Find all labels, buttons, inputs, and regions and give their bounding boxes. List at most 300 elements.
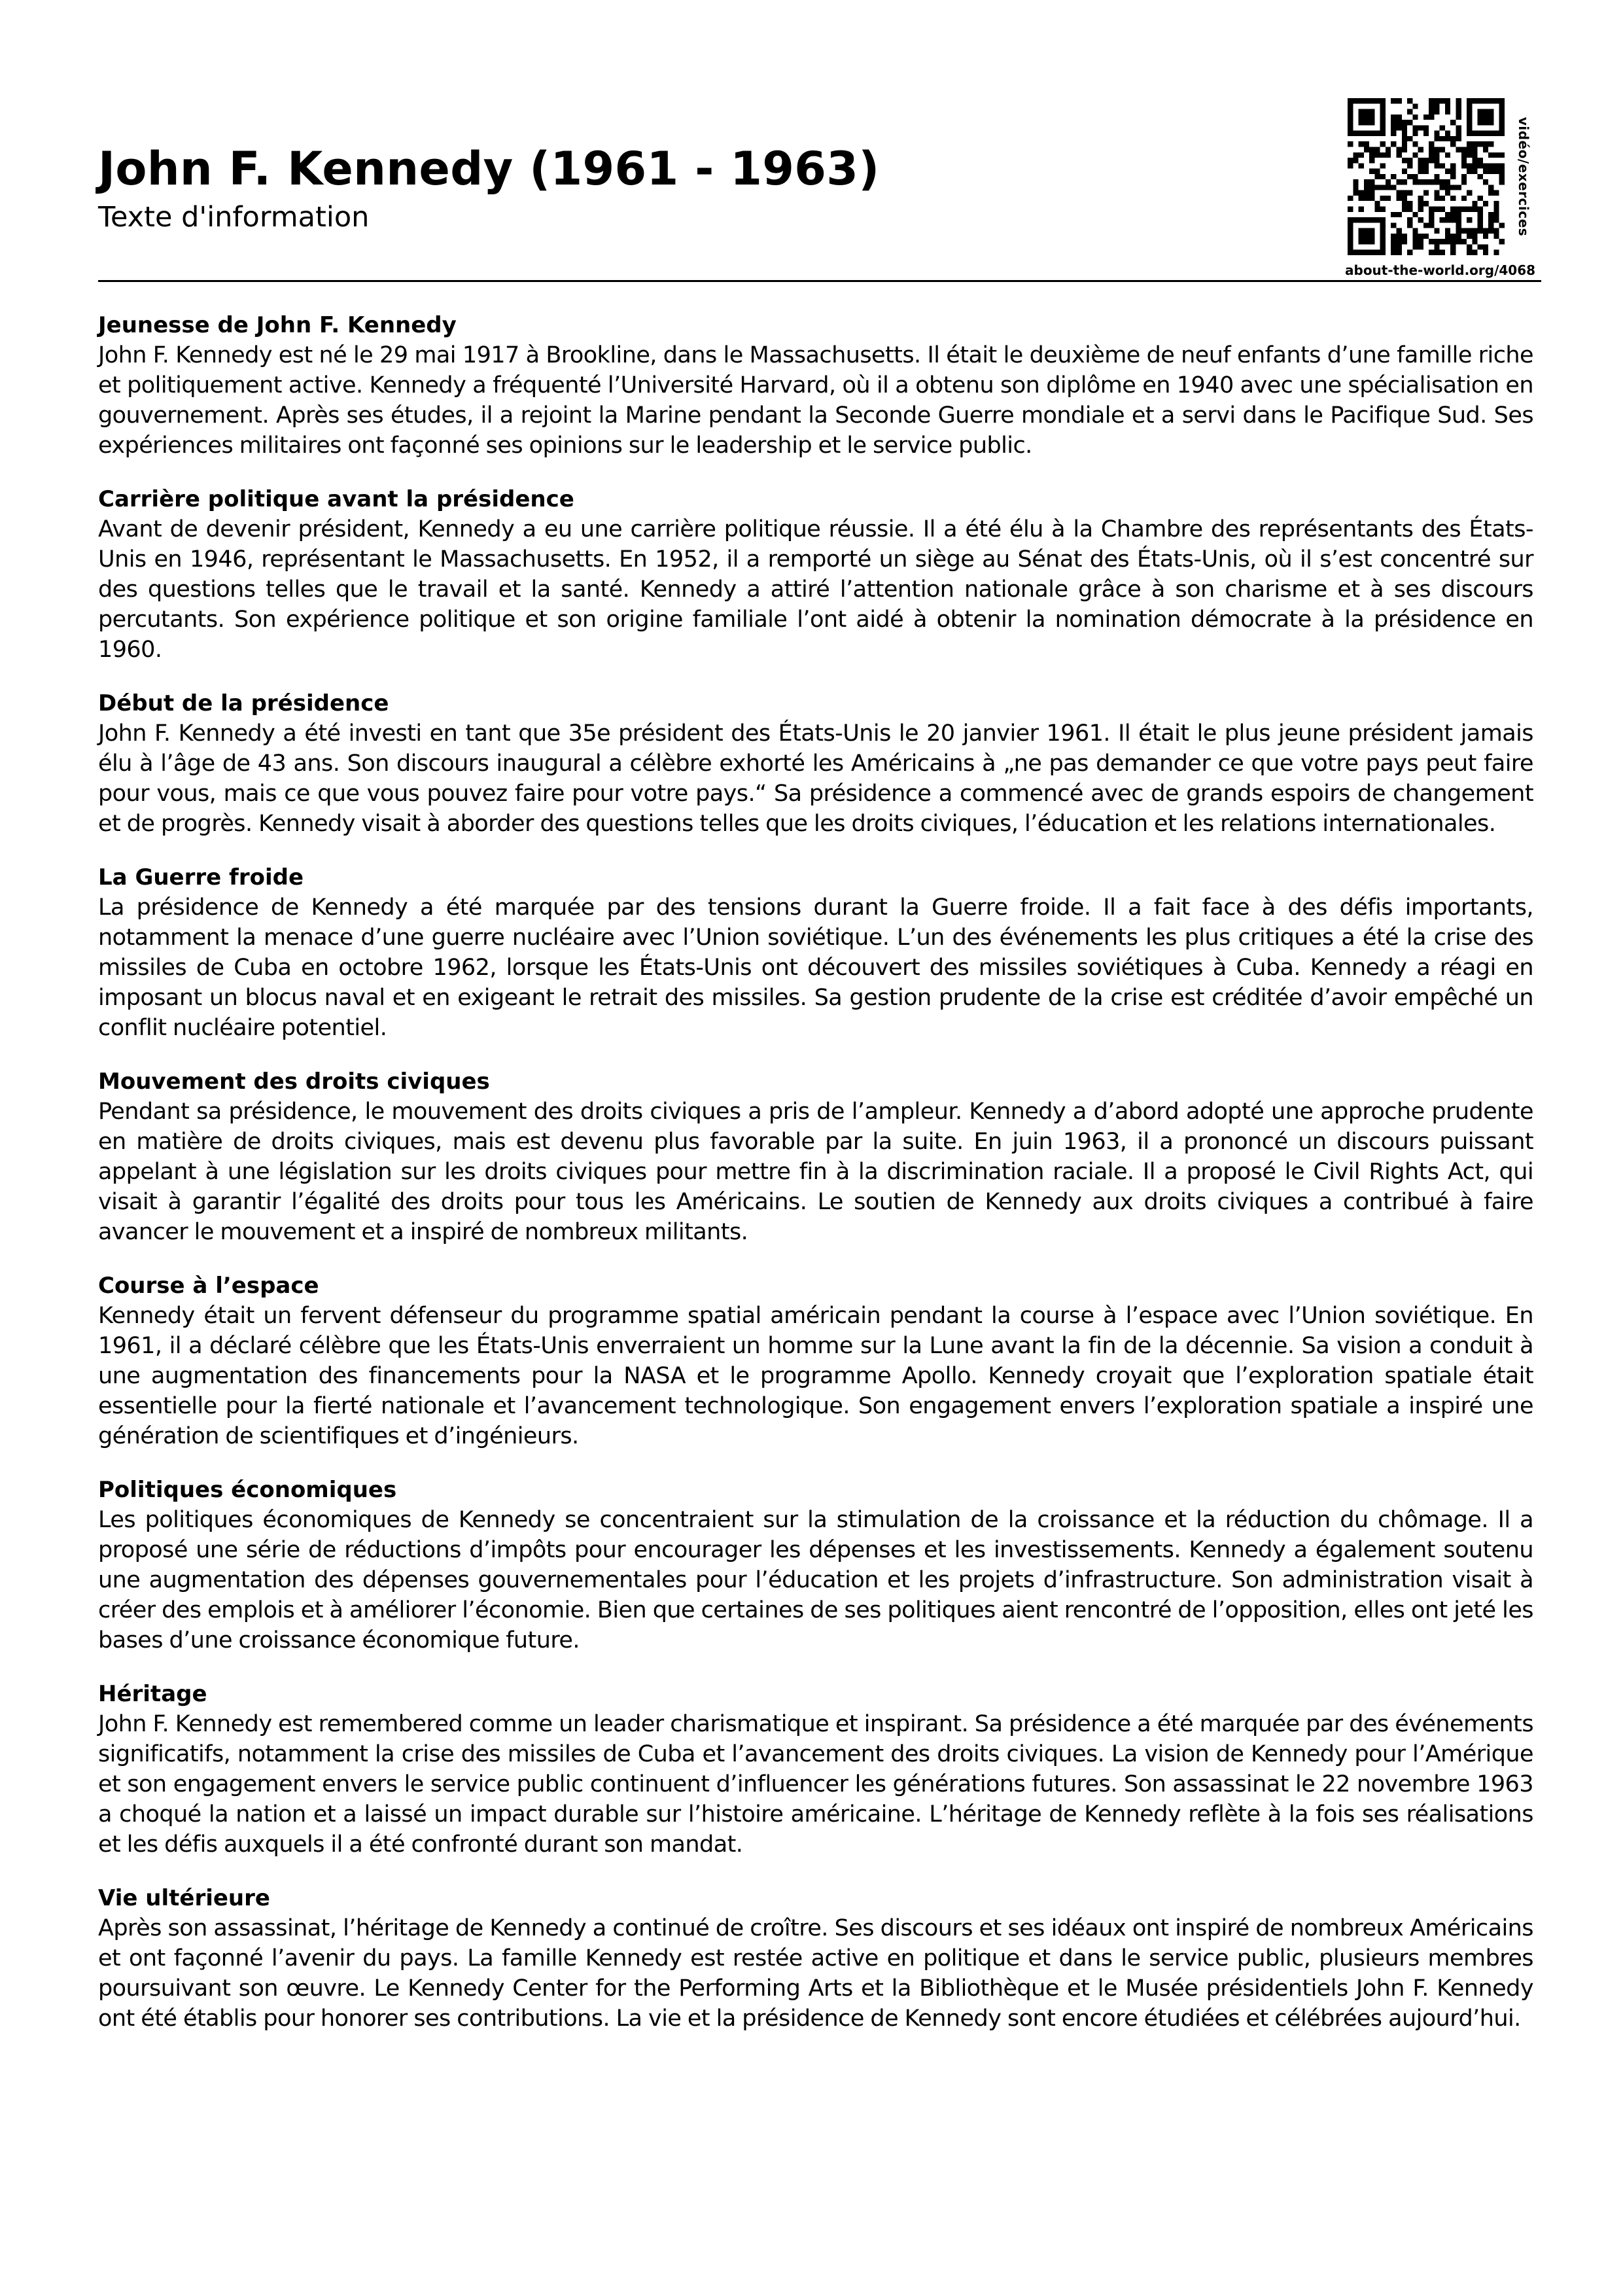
qr-module xyxy=(1369,169,1374,174)
qr-module xyxy=(1364,179,1369,185)
qr-module xyxy=(1396,120,1401,125)
qr-module xyxy=(1380,98,1386,103)
qr-module xyxy=(1472,131,1477,136)
qr-module xyxy=(1429,115,1434,120)
qr-module xyxy=(1380,222,1386,228)
qr-module xyxy=(1380,131,1386,136)
qr-module xyxy=(1467,125,1472,130)
qr-module xyxy=(1380,163,1386,168)
qr-module xyxy=(1478,174,1483,179)
qr-module xyxy=(1450,169,1456,174)
qr-module xyxy=(1445,212,1450,217)
qr-module xyxy=(1407,207,1412,212)
qr-module xyxy=(1380,125,1386,130)
qr-module xyxy=(1396,239,1401,244)
qr-module xyxy=(1493,217,1499,222)
qr-module xyxy=(1499,239,1505,244)
qr-module xyxy=(1396,147,1401,152)
qr-module xyxy=(1391,222,1396,228)
qr-module xyxy=(1359,98,1364,103)
qr-module xyxy=(1423,201,1429,206)
qr-module xyxy=(1364,234,1369,239)
qr-module xyxy=(1364,141,1369,147)
qr-module xyxy=(1467,250,1472,255)
qr-module xyxy=(1483,169,1488,174)
qr-module xyxy=(1467,234,1472,239)
qr-module xyxy=(1434,147,1439,152)
qr-module xyxy=(1348,131,1353,136)
qr-module xyxy=(1456,109,1461,115)
qr-module xyxy=(1429,179,1434,185)
section-youth xyxy=(98,310,1533,461)
qr-module xyxy=(1440,125,1445,130)
qr-module xyxy=(1423,131,1429,136)
qr-module xyxy=(1391,234,1396,239)
qr-module xyxy=(1445,131,1450,136)
qr-module xyxy=(1359,207,1364,212)
qr-module xyxy=(1467,228,1472,234)
qr-module xyxy=(1359,217,1364,222)
qr-module xyxy=(1456,147,1461,152)
qr-module xyxy=(1450,239,1456,244)
qr-module xyxy=(1450,244,1456,249)
qr-module xyxy=(1412,244,1418,249)
qr-module xyxy=(1407,163,1412,168)
qr-module xyxy=(1483,244,1488,249)
qr-module xyxy=(1488,131,1493,136)
qr-module xyxy=(1396,190,1401,196)
qr-module xyxy=(1402,234,1407,239)
qr-module xyxy=(1488,163,1493,168)
qr-module xyxy=(1386,196,1391,201)
qr-module xyxy=(1423,163,1429,168)
qr-module xyxy=(1456,212,1461,217)
qr-module xyxy=(1418,147,1423,152)
qr-module xyxy=(1488,212,1493,217)
qr-module xyxy=(1478,207,1483,212)
qr-module xyxy=(1396,98,1401,103)
qr-module xyxy=(1396,244,1401,249)
qr-module xyxy=(1402,169,1407,174)
qr-module xyxy=(1380,207,1386,212)
qr-module xyxy=(1450,174,1456,179)
qr-module xyxy=(1461,174,1467,179)
qr-module xyxy=(1429,152,1434,158)
qr-module xyxy=(1386,152,1391,158)
qr-module xyxy=(1493,163,1499,168)
qr-module xyxy=(1445,152,1450,158)
qr-module xyxy=(1396,125,1401,130)
qr-module xyxy=(1499,179,1505,185)
qr-module xyxy=(1364,115,1369,120)
qr-module xyxy=(1418,244,1423,249)
qr-module xyxy=(1418,125,1423,130)
qr-module xyxy=(1380,141,1386,147)
qr-module xyxy=(1364,196,1369,201)
qr-module xyxy=(1359,228,1364,234)
qr-module xyxy=(1499,115,1505,120)
qr-module xyxy=(1359,239,1364,244)
qr-module xyxy=(1450,163,1456,168)
qr-module xyxy=(1461,147,1467,152)
qr-module xyxy=(1402,131,1407,136)
qr-module xyxy=(1369,98,1374,103)
qr-module xyxy=(1434,136,1439,141)
qr-module xyxy=(1483,250,1488,255)
section-heading: Vie ultérieure xyxy=(98,1885,270,1911)
qr-module xyxy=(1483,131,1488,136)
qr-module xyxy=(1418,201,1423,206)
qr-module xyxy=(1348,115,1353,120)
qr-module xyxy=(1472,141,1477,147)
qr-module xyxy=(1353,158,1358,163)
qr-module xyxy=(1412,115,1418,120)
qr-module xyxy=(1445,190,1450,196)
qr-module xyxy=(1483,163,1488,168)
qr-module xyxy=(1429,250,1434,255)
qr-module xyxy=(1499,109,1505,115)
qr-module xyxy=(1478,163,1483,168)
qr-module xyxy=(1478,228,1483,234)
qr-module xyxy=(1483,120,1488,125)
qr-module xyxy=(1493,131,1499,136)
qr-module xyxy=(1407,217,1412,222)
qr-module xyxy=(1364,98,1369,103)
qr-module xyxy=(1493,207,1499,212)
qr-module xyxy=(1467,207,1472,212)
qr-module xyxy=(1429,103,1434,109)
qr-module xyxy=(1407,136,1412,141)
qr-module xyxy=(1478,98,1483,103)
qr-module xyxy=(1407,201,1412,206)
qr-module xyxy=(1412,212,1418,217)
qr-module xyxy=(1440,250,1445,255)
qr-module xyxy=(1364,190,1369,196)
qr-module xyxy=(1391,115,1396,120)
qr-module xyxy=(1429,158,1434,163)
qr-module xyxy=(1488,115,1493,120)
qr-module xyxy=(1391,250,1396,255)
section-economic-policy xyxy=(98,1475,1533,1655)
qr-module xyxy=(1364,217,1369,222)
qr-module xyxy=(1456,239,1461,244)
section-paragraph: La présidence de Kennedy a été marquée par des tensions durant la Guerre froide. Il a fait face à des défis importants, notamment la menace d’une guerre nucléaire avec l’Union soviétique. L’un des événements les plus critiques a été la crise des missiles de Cuba en octobre 1962, lorsque les États-Unis ont découvert des missiles soviétiques à Cuba. Kennedy a réagi en imposant un blocus naval et en exigeant le retrait des missiles. Sa gestion prudente de la crise est créditée d’avoir empêché un conflit nucléaire potentiel. xyxy=(98,894,1533,1041)
qr-module xyxy=(1348,222,1353,228)
qr-module xyxy=(1445,109,1450,115)
document-body xyxy=(98,310,1533,2057)
qr-module xyxy=(1359,190,1364,196)
qr-module xyxy=(1412,152,1418,158)
qr-module xyxy=(1391,239,1396,244)
qr-module xyxy=(1359,141,1364,147)
qr-module xyxy=(1440,136,1445,141)
qr-module xyxy=(1429,217,1434,222)
qr-module xyxy=(1467,103,1472,109)
qr-module xyxy=(1483,201,1488,206)
qr-module xyxy=(1488,217,1493,222)
section-heading: Mouvement des droits civiques xyxy=(98,1069,490,1095)
qr-module xyxy=(1396,196,1401,201)
qr-module xyxy=(1445,169,1450,174)
qr-module xyxy=(1348,141,1353,147)
qr-module xyxy=(1467,190,1472,196)
qr-module xyxy=(1499,169,1505,174)
qr-module xyxy=(1348,244,1353,249)
qr-module xyxy=(1478,131,1483,136)
qr-module xyxy=(1402,158,1407,163)
qr-module xyxy=(1412,125,1418,130)
qr-module xyxy=(1407,222,1412,228)
qr-module xyxy=(1353,185,1358,190)
qr-module xyxy=(1348,109,1353,115)
qr-module xyxy=(1472,228,1477,234)
qr-module xyxy=(1369,190,1374,196)
qr-module xyxy=(1348,228,1353,234)
qr-module xyxy=(1467,217,1472,222)
qr-module xyxy=(1407,120,1412,125)
qr-module xyxy=(1364,250,1369,255)
qr-module xyxy=(1380,228,1386,234)
qr-module xyxy=(1445,103,1450,109)
qr-module xyxy=(1429,239,1434,244)
qr-module xyxy=(1407,109,1412,115)
qr-module xyxy=(1461,163,1467,168)
qr-side-label: vidéo/exercices xyxy=(1516,116,1531,237)
qr-module xyxy=(1353,131,1358,136)
qr-module xyxy=(1483,234,1488,239)
qr-module xyxy=(1478,115,1483,120)
qr-module xyxy=(1434,207,1439,212)
qr-module xyxy=(1445,217,1450,222)
qr-module xyxy=(1499,125,1505,130)
qr-module xyxy=(1488,109,1493,115)
qr-module xyxy=(1369,239,1374,244)
qr-module xyxy=(1461,239,1467,244)
section-legacy xyxy=(98,1679,1533,1860)
section-space-race xyxy=(98,1271,1533,1451)
qr-module xyxy=(1434,131,1439,136)
qr-module xyxy=(1374,98,1380,103)
qr-module xyxy=(1450,120,1456,125)
qr-module xyxy=(1359,115,1364,120)
qr-module xyxy=(1374,201,1380,206)
qr-module xyxy=(1472,234,1477,239)
qr-module xyxy=(1434,98,1439,103)
qr-module xyxy=(1369,185,1374,190)
qr-module xyxy=(1488,190,1493,196)
qr-module xyxy=(1472,163,1477,168)
qr-module xyxy=(1493,201,1499,206)
qr-module xyxy=(1450,250,1456,255)
qr-module xyxy=(1461,158,1467,163)
qr-module xyxy=(1369,196,1374,201)
qr-module xyxy=(1493,169,1499,174)
qr-module xyxy=(1418,158,1423,163)
qr-module xyxy=(1391,244,1396,249)
qr-module xyxy=(1445,239,1450,244)
qr-module xyxy=(1391,212,1396,217)
qr-module xyxy=(1434,250,1439,255)
qr-module xyxy=(1434,109,1439,115)
qr-module xyxy=(1478,120,1483,125)
qr-module xyxy=(1402,239,1407,244)
qr-module xyxy=(1380,152,1386,158)
qr-module xyxy=(1412,234,1418,239)
qr-module xyxy=(1434,239,1439,244)
qr-module xyxy=(1348,239,1353,244)
qr-module xyxy=(1450,141,1456,147)
qr-module xyxy=(1348,120,1353,125)
qr-module xyxy=(1461,228,1467,234)
qr-module xyxy=(1369,234,1374,239)
qr-module xyxy=(1418,179,1423,185)
qr-module xyxy=(1483,141,1488,147)
qr-module xyxy=(1467,244,1472,249)
qr-module xyxy=(1488,141,1493,147)
qr-module xyxy=(1434,228,1439,234)
qr-module xyxy=(1353,217,1358,222)
qr-module xyxy=(1440,217,1445,222)
qr-module xyxy=(1380,120,1386,125)
qr-module xyxy=(1429,109,1434,115)
qr-module xyxy=(1434,196,1439,201)
section-heading: Course à l’espace xyxy=(98,1273,319,1299)
section-paragraph: Après son assassinat, l’héritage de Kennedy a continué de croître. Ses discours et ses idéaux ont inspiré de nombreux Américains et ont façonné l’avenir du pays. La famille Kennedy est restée active en politique et dans le service public, plusieurs membres poursuivant son œuvre. Le Kennedy Center for the Performing Arts et la Bibliothèque et le Musée présidentiels John F. Kennedy ont été établis pour honorer ses contributions. La vie et la présidence de Kennedy sont encore étudiées et célébrées aujourd’hui. xyxy=(98,1915,1533,2032)
qr-module xyxy=(1467,152,1472,158)
qr-module xyxy=(1445,179,1450,185)
qr-module xyxy=(1402,201,1407,206)
qr-module xyxy=(1434,179,1439,185)
qr-module xyxy=(1407,190,1412,196)
qr-module xyxy=(1488,98,1493,103)
qr-module xyxy=(1440,147,1445,152)
qr-module xyxy=(1456,207,1461,212)
qr-module xyxy=(1418,163,1423,168)
qr-module xyxy=(1445,228,1450,234)
qr-module xyxy=(1391,141,1396,147)
qr-code[interactable] xyxy=(1348,98,1505,255)
qr-module xyxy=(1478,158,1483,163)
qr-module xyxy=(1429,207,1434,212)
qr-module xyxy=(1450,212,1456,217)
qr-module xyxy=(1467,109,1472,115)
qr-module xyxy=(1488,185,1493,190)
qr-module xyxy=(1402,190,1407,196)
qr-module xyxy=(1380,185,1386,190)
qr-module xyxy=(1391,185,1396,190)
qr-module xyxy=(1483,98,1488,103)
qr-module xyxy=(1364,239,1369,244)
qr-module xyxy=(1380,250,1386,255)
qr-module xyxy=(1472,152,1477,158)
qr-module xyxy=(1412,131,1418,136)
qr-side-label-box xyxy=(1512,98,1535,255)
qr-module xyxy=(1348,103,1353,109)
qr-module xyxy=(1478,217,1483,222)
qr-module xyxy=(1423,125,1429,130)
qr-module xyxy=(1402,120,1407,125)
qr-module xyxy=(1472,169,1477,174)
qr-module xyxy=(1364,109,1369,115)
qr-module xyxy=(1364,185,1369,190)
qr-module xyxy=(1434,158,1439,163)
qr-module xyxy=(1369,109,1374,115)
qr-module xyxy=(1364,228,1369,234)
qr-module xyxy=(1402,196,1407,201)
qr-module xyxy=(1359,131,1364,136)
qr-module xyxy=(1418,234,1423,239)
qr-module xyxy=(1461,196,1467,201)
qr-module xyxy=(1478,141,1483,147)
qr-module xyxy=(1380,109,1386,115)
qr-module xyxy=(1434,174,1439,179)
qr-module xyxy=(1391,174,1396,179)
qr-module xyxy=(1429,212,1434,217)
qr-module xyxy=(1353,250,1358,255)
qr-module xyxy=(1353,98,1358,103)
qr-module xyxy=(1402,179,1407,185)
qr-module xyxy=(1418,217,1423,222)
section-paragraph: Kennedy était un fervent défenseur du programme spatial américain pendant la course à l’espace avec l’Union soviétique. En 1961, il a déclaré célèbre que les États-Unis enverraient un homme sur la Lune avant la fin de la décennie. Sa vision a conduit à une augmentation des financements pour la NASA et le programme Apollo. Kennedy croyait que l’exploration spatiale était essentielle pour la fierté nationale et l’avancement technologique. Son engagement envers l’exploration spatiale a inspiré une génération de scientifiques et d’ingénieurs. xyxy=(98,1303,1533,1449)
header-divider xyxy=(98,280,1541,282)
qr-module xyxy=(1364,131,1369,136)
qr-module xyxy=(1440,185,1445,190)
section-paragraph: Pendant sa présidence, le mouvement des droits civiques a pris de l’ampleur. Kennedy a d’abord adopté une approche prudente en matière de droits civiques, mais est devenu plus favorable par la suite. En juin 1963, il a prononcé un discours puissant appelant à une législation sur les droits civiques pour mettre fin à la discrimination raciale. Il a proposé le Civil Rights Act, qui visait à garantir l’égalité des droits pour tous les Américains. Le soutien de Kennedy aux droits civiques a contribué à faire avancer le mouvement et a inspiré de nombreux militants. xyxy=(98,1099,1533,1245)
qr-module xyxy=(1359,234,1364,239)
qr-module xyxy=(1440,207,1445,212)
qr-module xyxy=(1456,98,1461,103)
qr-module xyxy=(1396,228,1401,234)
qr-module xyxy=(1450,196,1456,201)
qr-module xyxy=(1353,179,1358,185)
qr-module xyxy=(1412,179,1418,185)
qr-module xyxy=(1423,158,1429,163)
qr-module xyxy=(1434,190,1439,196)
qr-module xyxy=(1391,125,1396,130)
qr-module xyxy=(1380,174,1386,179)
qr-module xyxy=(1450,234,1456,239)
qr-module xyxy=(1478,244,1483,249)
qr-url-link[interactable]: about-the-world.org/4068 xyxy=(1345,262,1536,278)
qr-module xyxy=(1348,207,1353,212)
qr-module xyxy=(1456,103,1461,109)
qr-module xyxy=(1429,147,1434,152)
qr-module xyxy=(1461,207,1467,212)
section-heading: Carrière politique avant la présidence xyxy=(98,486,574,512)
qr-module xyxy=(1369,152,1374,158)
qr-module xyxy=(1478,212,1483,217)
qr-module xyxy=(1407,174,1412,179)
qr-module xyxy=(1402,141,1407,147)
qr-module xyxy=(1472,201,1477,206)
qr-module xyxy=(1402,125,1407,130)
qr-module xyxy=(1434,244,1439,249)
section-heading: Jeunesse de John F. Kennedy xyxy=(98,312,457,338)
qr-module xyxy=(1380,244,1386,249)
qr-module xyxy=(1374,174,1380,179)
qr-module xyxy=(1396,212,1401,217)
qr-module xyxy=(1499,98,1505,103)
qr-module xyxy=(1402,147,1407,152)
qr-module xyxy=(1483,109,1488,115)
qr-module xyxy=(1450,185,1456,190)
qr-module xyxy=(1483,179,1488,185)
section-heading: Politiques économiques xyxy=(98,1477,397,1503)
section-cold-war xyxy=(98,862,1533,1043)
qr-module xyxy=(1483,115,1488,120)
qr-module xyxy=(1348,250,1353,255)
qr-module xyxy=(1348,234,1353,239)
